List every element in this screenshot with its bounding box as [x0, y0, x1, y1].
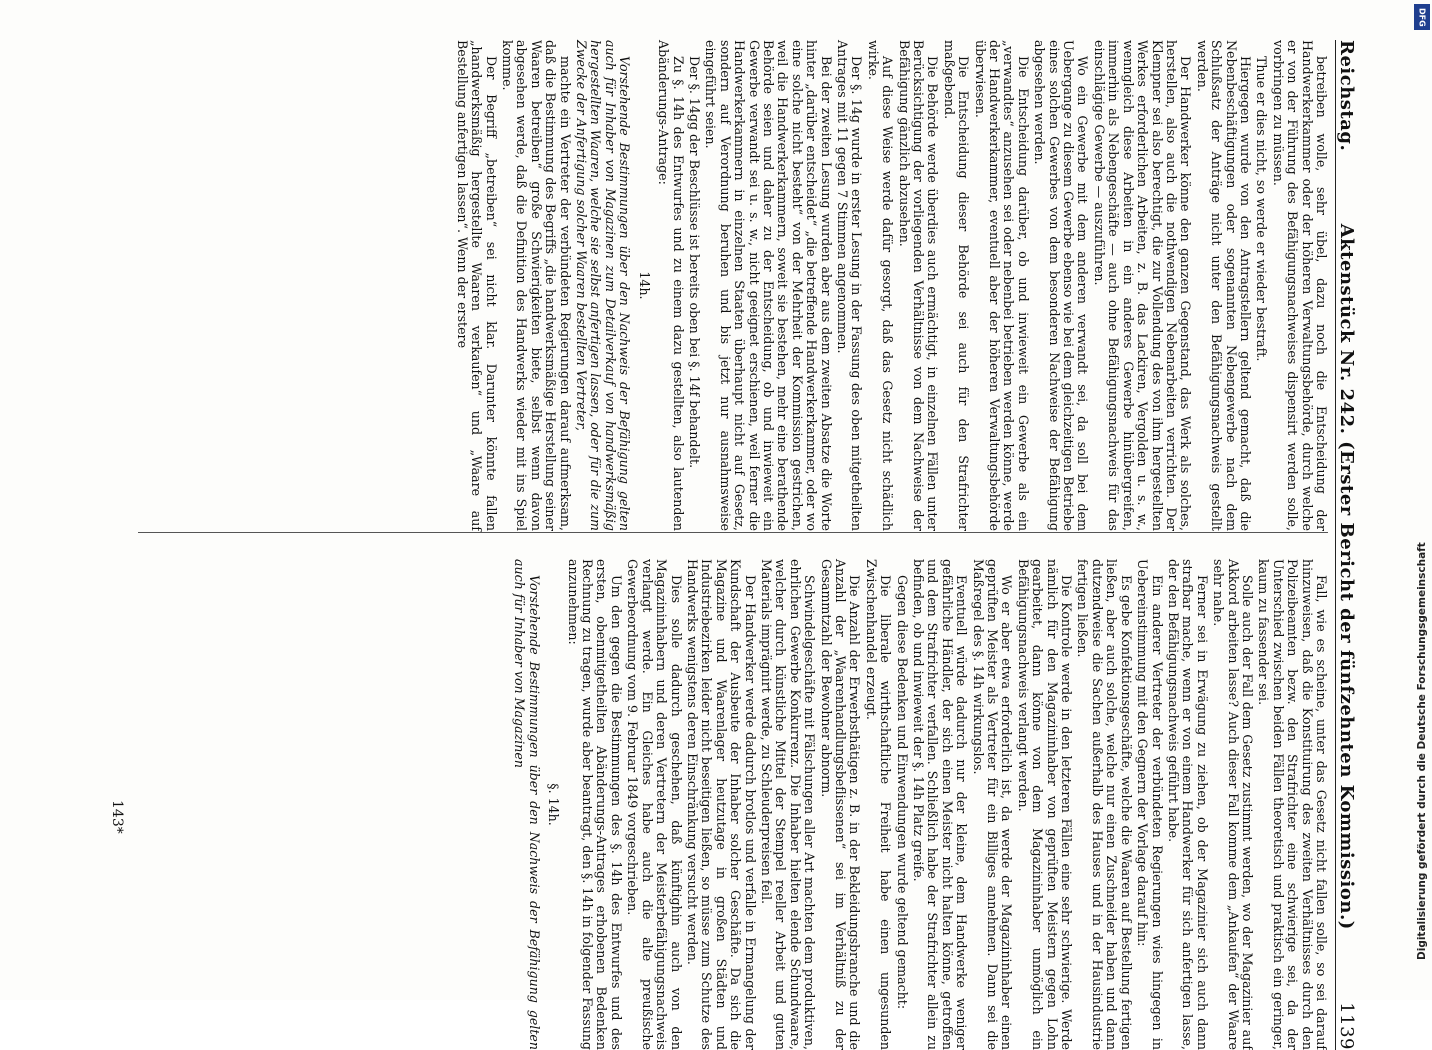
paragraph: Die Kontrole werde in den letzteren Fällen eine sehr schwierige. Werde nämlich für den Magazininhaber von geprüften Meistern gegen Lohn gearbeitet, dann könne von dem Magazininhaber unmöglich ein Befähigungsnachweis verlangt werden. — [1015, 559, 1075, 1050]
paragraph: Der Begriff „betreiben“ sei nicht klar. Darunter könnte fallen „handwerksmäßig hergestellte Waaren verkaufen“ und „Waare auf Bestellung anfertigen lassen“. Wenn der erstere — [454, 40, 499, 531]
page-header — [1335, 40, 1372, 1050]
paragraph: Der Handwerker könne den ganzen Gegenstand, das Werk als solches, herstellen, also auch die nothwendigen Nebenarbeiten verrichten. Der Klempner sei also berechtigt, die zur Vollendung des von ihm hergestellten Werkes erforderlichen Arbeiten, z. B. das Lackiren, Vergolden u. s. w., wenngleich diese Arbeiten in ein anderes Gewerbe hinübergreifen, immerhin als Nebengeschäfte — auch ohne Befähigungsnachweis für das einschlägige Gewerbe — auszuführen. — [1091, 40, 1194, 531]
column-divider — [138, 532, 1328, 533]
paragraph: betreiben wolle, sehr übel, dazu noch die Entscheidung der Handwerkerkammer oder der höheren Verwaltungsbehörde, durch welche er von der Führung des Befähigungsnachweises dispensirt werden solle, vorbringen zu müssen. — [1270, 40, 1329, 531]
text-columns — [138, 40, 1328, 1050]
paragraph: Wo er aber etwa erforderlich ist, da werde der Magazininhaber einen geprüften Meister als Vertreter für ein Billiges annehmen. Dann sei die Maßregel des §. 14h wirkungslos. — [970, 559, 1015, 1050]
paragraph: machte ein Vertreter der verbündeten Regierungen darauf aufmerksam, daß die Bestimmung des Begriffs „die handwerksmäßige Herstellung seiner Waaren betreiben“ große Schwierigkeiten biete, selbst wenn davon abgesehen werde, daß die Definition des Handwerks wieder mit ins Spiel komme. — [500, 40, 573, 531]
paragraph: Vorstehende Bestimmungen über den Nachweis der Befähigung gelten auch für Inhaber von Magazinen — [512, 559, 542, 1050]
paragraph: Zu §. 14h des Entwurfes und zu einem dazu gestellten, also lautenden Abänderungs-Antrage: — [656, 40, 686, 531]
paragraph: Der Handwerker werde dadurch brotlos und verfalle in Ermangelung der Kundschaft der Ausbeute der Inhaber solcher Geschäfte. Da sich die Magazine und Waarenlager heutzutage in großen Städten und Industriebezirken leider nicht beseitigen ließen, so müsse zum Schutze des Handwerks wenigstens deren Einschränkung versucht werden. — [684, 559, 758, 1050]
paragraph: Hiergegen wurde von den Antragstellern geltend gemacht, daß die Nebenbeschäftigungen oder sogenannten Nebengewerbe nach dem Schlußsatz der Anträge nicht unter den Befähigungsnachweis gestellt werden. — [1194, 40, 1253, 531]
paragraph: Solle auch der Fall dem Gesetz zustimmt werden, wo der Magazinier auf Akkord arbeiten lasse? Auch dieser Fall komme dem „Ankaufen“ der Waare sehr nahe. — [1211, 559, 1255, 1050]
paragraph: Der §. 14g wurde in erster Lesung in der Fassung des oben mitgetheilten Antrages mit 11 gegen 7 Stimmen angenommen. — [835, 40, 865, 531]
paragraph: Fall, wie es scheine, unter das Gesetz nicht fallen solle, so sei darauf hinzuweisen, daß die Konstituirung des zweiten Verhältnisses durch den Polizeibeamten bezw. den Strafrichter eine schwierige sei, da der Unterschied zwischen beiden Fällen theoretisch und praktisch ein geringer, kaum zu fassender sei. — [1256, 559, 1329, 1050]
paragraph: Auf diese Weise werde dafür gesorgt, daß das Gesetz nicht schädlich wirke. — [865, 40, 896, 531]
header-left: Reichstag. — [1336, 40, 1357, 152]
paragraph: Eventuell würde dadurch nur der kleine, dem Handwerke weniger gefährliche Händler, der sich einen Meister nicht halten könne, getroffen und dem Strafrichter verfallen. Schließlich habe der Strafrichter allein zu befinden, ob und inwieweit der §. 14h Platz greife. — [911, 559, 970, 1050]
paragraph: Die Entscheidung dieser Behörde sei auch für den Strafrichter maßgebend. — [941, 40, 972, 531]
header-title: Aktenstück Nr. 242. (Erster Bericht der fünfzehnten Kommission.) — [1336, 223, 1357, 930]
paragraph: Die Anzahl der Erwerbsthätigen z. B. in der Bekleidungsbranche und die Anzahl der „Waarenhandlungsbeflissenen“ sei im Verhältniß zu der Gesammtzahl der Bewohner abnorm. — [818, 559, 863, 1050]
paragraph: Vorstehende Bestimmungen über den Nachweis der Befähigung gelten auch für Inhaber von Magazinen zum Detailverkauf von handwerksmäßig hergestellten Waaren, welche sie selbst anfertigen lassen, oder für die zum Zwecke der Anfertigung solcher Waaren bestellten Vertreter, — [574, 40, 633, 531]
section-heading: 14h. — [636, 271, 652, 300]
paragraph: Die Behörde werde überdies auch ermächtigt, in einzelnen Fällen unter Berücksichtigung der vorliegenden Verhältnisse von dem Nachweise der Befähigung gänzlich abzusehen. — [896, 40, 941, 531]
section-heading: §. 14h. — [546, 783, 562, 826]
paragraph: Um den gegen die Bestimmungen des §. 14h des Entwurfes und des ersten, obenmitgetheilten Abänderungs-Antrages erhobenen Bedenken Rechnung zu tragen, wurde aber beantragt, den §. 14h in folgender Fassung anzunehmen: — [565, 559, 624, 1050]
page-mark: 143* — [109, 800, 125, 834]
paragraph: Bei der zweiten Lesung wurden aber aus dem zweiten Absatze die Worte hinter „darüber entscheidet“ „die betreffende Handwerkerkammer, oder wo eine solche nicht besteht“ von der Mehrheit der Kommission gestrichen, weil die Handwerkerkammern, soweit sie bestehen, mehr eine berathende Behörde seien und daher zu der Entscheidung, ob und inwieweit ein Gewerbe verwandt sei u. s. w., nicht geeignet erschienen, weil ferner die Handwerkerkammern in einzelnen Staaten überhaupt nicht auf Gesetz, sondern auf Verordnung beruhen und bis jetzt nur ausnahmsweise eingeführt seien. — [703, 40, 834, 531]
left-column — [138, 40, 1328, 531]
right-column — [138, 559, 1328, 1050]
paragraph: Der §. 14gg der Beschlüsse ist bereits oben bei §. 14f behandelt. — [686, 56, 702, 469]
paragraph: Gegen diese Bedenken und Einwendungen wurde geltend gemacht: — [894, 575, 910, 1010]
paragraph: Dies solle dadurch geschehen, daß künftighin auch von den Magazininhabern und deren Vertretern der Meisterbefähigungsnachweis verlangt werde. Ein Gleiches habe auch die alte preußische Gewerbeordnung vom 9. Februar 1849 vorgeschrieben. — [625, 559, 684, 1050]
paragraph: Thue er dies nicht, so werde er wieder bestraft. — [1254, 56, 1270, 362]
paragraph: Wo ein Gewerbe mit dem anderen verwandt sei, da soll bei dem Uebergange zu diesem Gewerbe ebenso wie bei dem gleichzeitigen Betriebe eines solchen Gewerbes von dem besonderen Nachweise der Befähigung abgesehen werden. — [1032, 40, 1091, 531]
rotated-page-content — [10, 0, 1410, 1050]
page-number: 1139 — [1336, 1002, 1357, 1050]
paragraph: Ein anderer Vertreter der verbündeten Regierungen wies hingegen in Uebereinstimmung mit den Gegnern der Vorlage darauf hin: — [1135, 559, 1165, 1050]
dfg-logo: DFG — [1414, 4, 1430, 30]
paragraph: Ferner sei in Erwägung zu ziehen, ob der Magazinier sich auch dann strafbar mache, wenn er von einem Handwerker für sich anfertigen lasse, der den Befähigungsnachweis geführt habe. — [1165, 559, 1210, 1050]
paragraph: Die liberale wirthschaftliche Freiheit habe einen ungesunden Zwischenhandel erzeugt. — [863, 559, 894, 1050]
paragraph: Die Entscheidung darüber, ob und inwieweit ein Gewerbe als ein „verwandtes“ anzusehen sei oder nebenbei betrieben werden könne, werde der Handwerkerkammer, eventuell aber der höheren Verwaltungsbehörde überwiesen. — [972, 40, 1031, 531]
paragraph: Schwindelgeschäfte mit Fälschungen aller Art machten dem produktiven, ehrlichen Gewerbe Konkurrenz. Die Inhaber hielten elende Schundwaare, welcher durch künstliche Mittel der Stempel reeller Arbeit und guten Materials imprägnirt werde, zu Schleuderpreisen feil. — [758, 559, 818, 1050]
digitization-note: Digitalisierung gefördert durch die Deutsche Forschungsgemeinschaft — [1416, 542, 1428, 960]
paragraph: Es gebe Konfektionsgeschäfte, welche die Waaren auf Bestellung fertigen ließen, aber auch solche, welche nur einen Zuschneider haben und dann dutzendweise die Sachen außerhalb des Hauses und in der Hausindustrie fertigen ließen. — [1075, 559, 1134, 1050]
